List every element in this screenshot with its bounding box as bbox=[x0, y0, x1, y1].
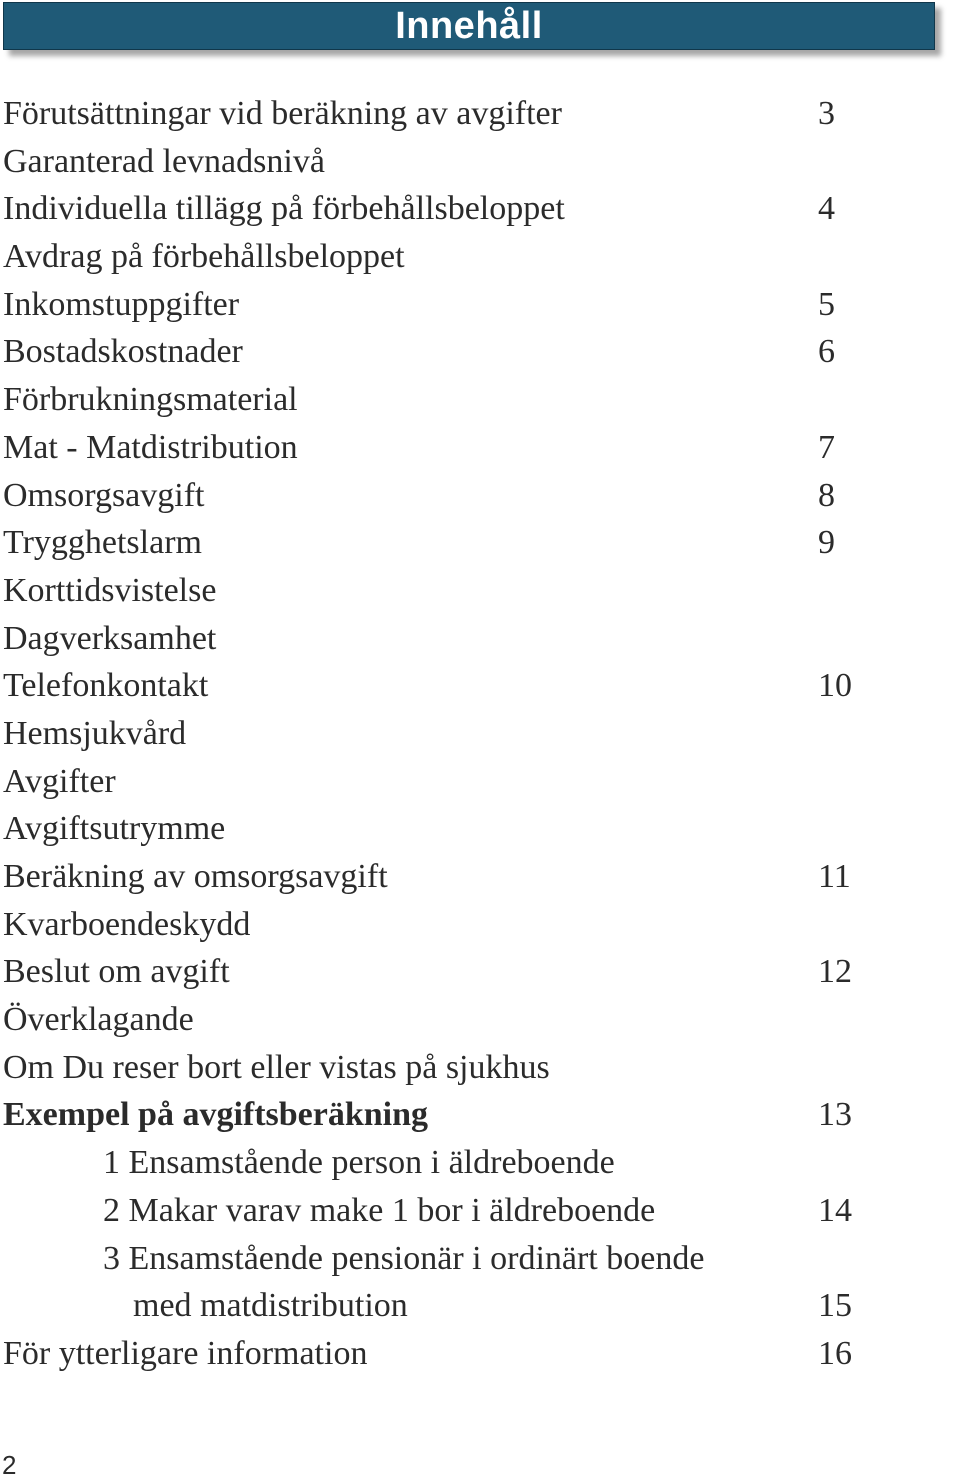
toc-entry-page: 9 bbox=[818, 524, 835, 562]
toc-entry[interactable] bbox=[0, 376, 960, 424]
toc-entry-label: Korttidsvistelse bbox=[3, 571, 217, 609]
toc-entry-label: Telefonkontakt bbox=[3, 667, 209, 705]
toc-entry-page: 12 bbox=[818, 953, 852, 991]
page-number: 2 bbox=[2, 1450, 17, 1480]
toc-entry-label: Beräkning av omsorgsavgift bbox=[3, 858, 388, 895]
toc-subentry[interactable] bbox=[0, 1235, 960, 1283]
toc-entry[interactable] bbox=[0, 1330, 960, 1378]
toc-entry[interactable] bbox=[0, 710, 960, 758]
toc-entry-label: Exempel på avgiftsberäkning bbox=[3, 1096, 429, 1134]
toc-entry-label: Avgifter bbox=[3, 762, 116, 800]
toc-entry-label: Om Du reser bort eller vistas på sjukhus bbox=[3, 1048, 550, 1086]
toc-entry-label: Förutsättningar vid beräkning av avgifter bbox=[3, 95, 562, 132]
toc-entry[interactable] bbox=[0, 519, 960, 567]
toc-entry[interactable] bbox=[0, 901, 960, 949]
toc-entry-label: Hemsjukvård bbox=[3, 714, 187, 752]
toc-entry-label: Inkomstuppgifter bbox=[3, 285, 240, 323]
toc-entry-page: 14 bbox=[818, 1191, 852, 1229]
toc-entry-page: 10 bbox=[818, 667, 852, 705]
toc-entry-label: Kvarboendeskydd bbox=[3, 905, 251, 943]
toc-entry[interactable] bbox=[0, 424, 960, 472]
toc-entry-page: 16 bbox=[818, 1334, 852, 1372]
toc-entry-page: 6 bbox=[818, 333, 835, 371]
toc-entry[interactable] bbox=[0, 138, 960, 186]
toc-entry-page: 8 bbox=[818, 476, 835, 514]
toc-entry[interactable] bbox=[0, 281, 960, 329]
toc-entry[interactable] bbox=[0, 328, 960, 376]
toc-entry-section[interactable] bbox=[0, 1091, 960, 1139]
toc-entry[interactable] bbox=[0, 90, 960, 138]
toc-entry-label: Dagverksamhet bbox=[3, 619, 217, 657]
toc-entry-label: Trygghetslarm bbox=[3, 524, 202, 562]
toc-entry-page: 15 bbox=[818, 1287, 852, 1325]
toc-entry-label: Avdrag på förbehållsbeloppet bbox=[3, 238, 405, 276]
toc-entry-label: Beslut om avgift bbox=[3, 953, 230, 991]
toc-entry-page: 11 bbox=[818, 858, 851, 895]
toc-entry[interactable] bbox=[0, 233, 960, 281]
toc-entry-label: 2 Makar varav make 1 bor i äldreboende bbox=[103, 1191, 656, 1229]
toc-entry-page: 4 bbox=[818, 190, 835, 228]
title-banner bbox=[3, 2, 935, 50]
toc-subentry[interactable] bbox=[0, 1139, 960, 1187]
toc-entry-label: Garanterad levnadsnivå bbox=[3, 142, 325, 180]
toc-entry-page: 5 bbox=[818, 285, 835, 323]
toc-entry-label: Bostadskostnader bbox=[3, 333, 243, 371]
toc-entry[interactable] bbox=[0, 567, 960, 615]
toc-entry[interactable] bbox=[0, 1044, 960, 1092]
toc-entry-label: Mat - Matdistribution bbox=[3, 428, 298, 466]
toc-entry-label: 3 Ensamstående pensionär i ordinärt boende bbox=[103, 1239, 705, 1277]
toc-entry-label: Individuella tillägg på förbehållsbeloppet bbox=[3, 190, 565, 228]
toc-entry-page: 13 bbox=[818, 1096, 852, 1134]
table-of-contents bbox=[0, 90, 960, 1378]
toc-entry-label: Förbrukningsmaterial bbox=[3, 381, 298, 419]
toc-entry[interactable] bbox=[0, 615, 960, 663]
toc-entry-label: Överklagande bbox=[3, 1001, 194, 1039]
toc-entry[interactable] bbox=[0, 948, 960, 996]
page-title: Innehåll bbox=[395, 4, 543, 47]
toc-subentry[interactable] bbox=[0, 1187, 960, 1235]
toc-entry[interactable] bbox=[0, 996, 960, 1044]
toc-entry[interactable] bbox=[0, 185, 960, 233]
toc-entry-page: 7 bbox=[818, 428, 835, 466]
toc-entry[interactable] bbox=[0, 758, 960, 806]
toc-subentry-continuation[interactable] bbox=[0, 1282, 960, 1330]
toc-entry-label: med matdistribution bbox=[133, 1287, 408, 1325]
toc-entry-label: Omsorgsavgift bbox=[3, 476, 205, 514]
toc-entry-label: 1 Ensamstående person i äldreboende bbox=[103, 1144, 615, 1182]
toc-entry[interactable] bbox=[0, 662, 960, 710]
toc-entry-label: För ytterligare information bbox=[3, 1334, 368, 1372]
toc-entry[interactable] bbox=[0, 805, 960, 853]
toc-entry-label: Avgiftsutrymme bbox=[3, 810, 226, 848]
toc-entry-page: 3 bbox=[818, 95, 835, 132]
toc-entry[interactable] bbox=[0, 853, 960, 901]
toc-entry[interactable] bbox=[0, 472, 960, 520]
